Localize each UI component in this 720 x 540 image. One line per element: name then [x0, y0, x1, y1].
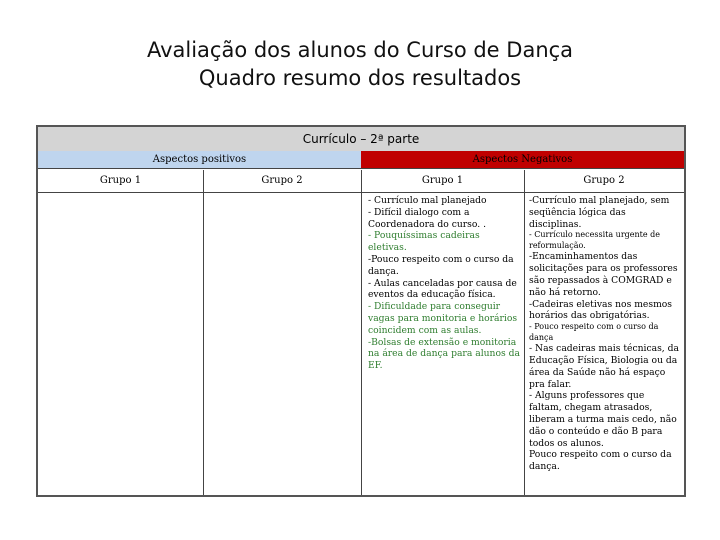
list-item: - Pouco respeito com o curso da dança: [529, 322, 659, 342]
list-item: -Currículo mal planejado, sem seqüência lógica das disciplinas.: [529, 195, 670, 230]
column-divider: [524, 170, 525, 495]
list-item: -Bolsas de extensão e monitoria na área de dança para alunos da EF.: [368, 336, 521, 372]
column-divider: [361, 170, 362, 495]
list-item: - Pouquíssimas cadeiras eletivas.: [368, 230, 480, 254]
slide-title: [0, 36, 720, 92]
aspects-positive-header: Aspectos positivos: [38, 151, 361, 169]
list-item: - Currículo mal planejado: [368, 195, 487, 206]
title-line-1: Avaliação dos alunos do Curso de Dança: [146, 38, 574, 62]
list-item: -Cadeiras eletivas nos mesmos horários das obrigatórias.: [529, 298, 673, 322]
list-item: - Nas cadeiras mais técnicas, da Educação Física, Biologia ou da área da Saúde não há espaço pra falar.: [529, 343, 679, 390]
group-header-neg-1: Grupo 1: [421, 175, 464, 186]
cell-negative-group-1: [368, 195, 520, 372]
list-item: -Pouco respeito com o curso da dança.: [368, 253, 514, 277]
column-divider: [203, 170, 204, 495]
list-item: - Aulas canceladas por causa de eventos da educação física.: [368, 277, 517, 301]
cell-negative-group-2: [529, 195, 679, 473]
group-header-pos-2: Grupo 2: [261, 175, 303, 186]
list-item: Pouco respeito com o curso da dança.: [529, 449, 672, 473]
title-line-2: Quadro resumo dos resultados: [198, 66, 522, 90]
aspects-row: [38, 151, 684, 169]
list-item: - Dificuldade para conseguir vagas para monitoria e horários coincidem com as aulas.: [368, 301, 518, 336]
group-header-neg-2: Grupo 2: [583, 175, 625, 186]
group-header-pos-1: Grupo 1: [99, 175, 142, 186]
results-table: [36, 125, 686, 497]
list-item: - Difícil dialogo com a Coordenadora do curso. .: [368, 206, 487, 230]
aspects-negative-header: Aspectos Negativos: [361, 151, 684, 169]
list-item: - Alguns professores que faltam, chegam atrasados, liberam a turma mais cedo, não dão o conteúdo e dão B para todos os alunos.: [529, 390, 677, 449]
list-item: - Currículo necessita urgente de reformulação.: [529, 230, 661, 250]
list-item: -Encaminhamentos das solicitações para os professores são repassados à COMGRAD e não há retorno.: [529, 251, 678, 298]
table-header: Currículo – 2ª parte: [38, 127, 684, 152]
